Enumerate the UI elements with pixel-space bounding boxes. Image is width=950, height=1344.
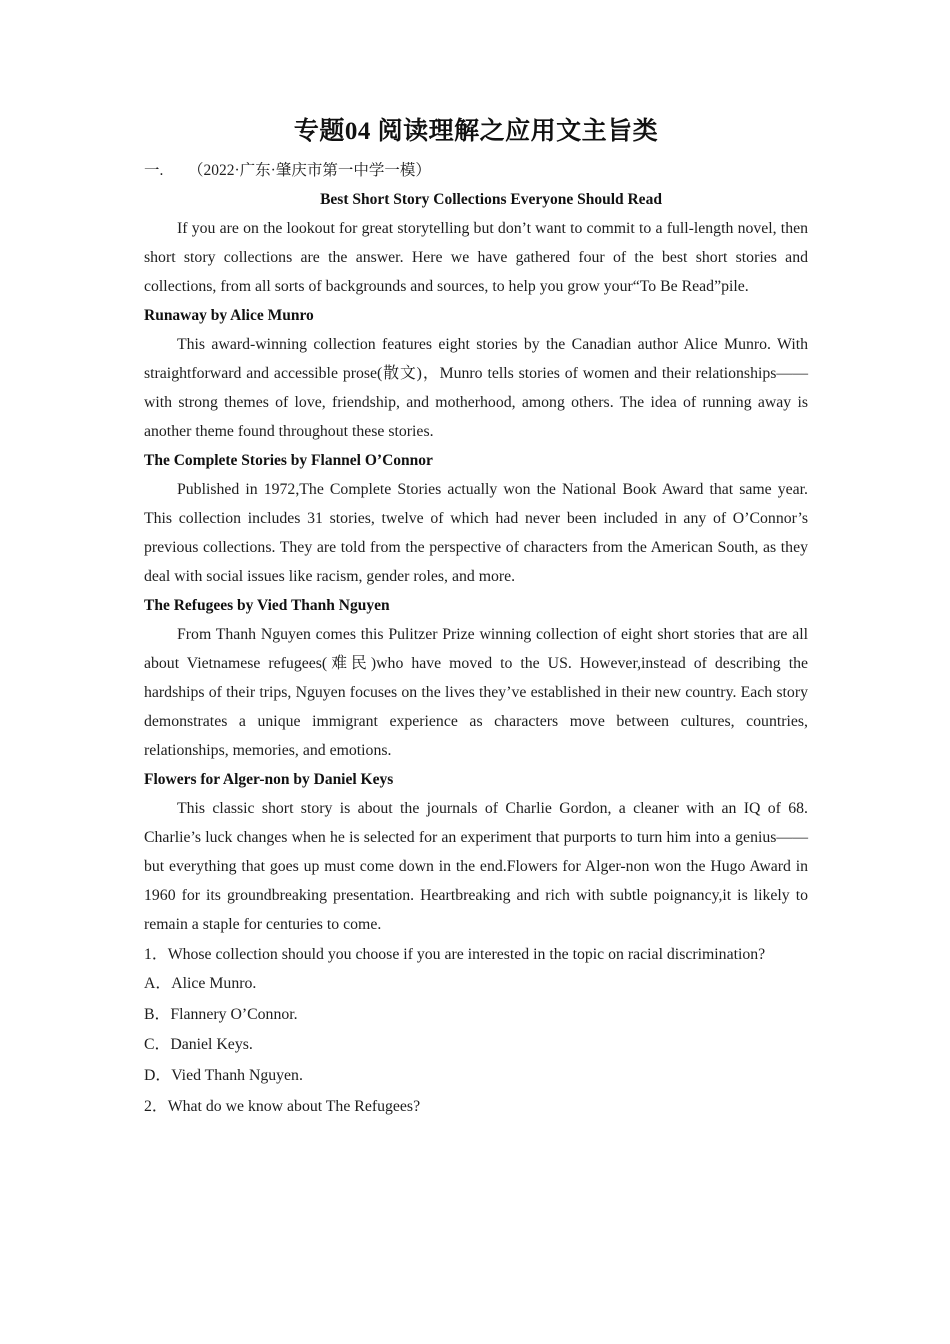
question-1 [144,940,808,969]
source-text: （2022·广东·肇庆市第一中学一模） [188,162,431,179]
section-body-flowers-for-algernon: This classic short story is about the journals of Charlie Gordon, a cleaner with an IQ of 68. Charlie’s luck changes when he is selected for an experiment that purports to turn him into a genius——but everything that goes up must come down in the end.Flowers for Alger-non won the Hugo Award in 1960 for its groundbreaking presentation. Heartbreaking and rich with subtle poignancy,it is likely to remain a staple for centuries to come. [144,800,808,933]
question-1-option-d [144,1061,808,1092]
question-1-option-a [144,969,808,1000]
question-1-option-c [144,1030,808,1061]
section-body-complete-stories: Published in 1972,The Complete Stories actually won the National Book Award that same year. This collection includes 31 stories, twelve of which had never been included in any of O’Connor’s previous collections. They are told from the perspective of characters from the American South, as they deal with social issues like racism, gender roles, and more. [144,481,808,585]
document-page [144,112,808,1123]
option-label: B． [144,1005,171,1023]
question-1-number: 1． [144,946,168,963]
question-2 [144,1092,808,1123]
section-body-refugees: From Thanh Nguyen comes this Pulitzer Prize winning collection of eight short stories that are all about Vietnamese refugees(难民)who have moved to the US. However,instead of describing the hardships of their trips, Nguyen focuses on the lives they’ve established in their new country. Each story demonstrates a unique immigrant experience as characters move between cultures, countries, relationships, memories, and emotions. [144,626,808,759]
article-title: Best Short Story Collections Everyone Should Read [320,191,662,208]
question-source [144,156,808,185]
option-label: A． [144,975,172,992]
intro-paragraph: If you are on the lookout for great storytelling but don’t want to commit to a full-length novel, then short story collections are the answer. Here we have gathered four of the best short stories and collections, from all sorts of backgrounds and sources, to help you grow your“To Be Read”pile. [144,220,808,295]
question-2-number: 2． [144,1098,168,1115]
section-heading-complete-stories: The Complete Stories by Flannel O’Connor [144,452,433,469]
question-2-text: What do we know about The Refugees? [167,1098,421,1115]
option-text: Vied Thanh Nguyen. [171,1066,303,1084]
question-1-option-b [144,1000,808,1031]
option-label: D． [144,1066,172,1084]
question-1-text: Whose collection should you choose if you are interested in the topic on racial discrimination? [167,946,766,963]
option-text: Flannery O’Connor. [170,1005,298,1023]
page-title: 专题04 阅读理解之应用文主旨类 [293,118,659,145]
option-label: C． [144,1036,171,1053]
section-heading-runaway: Runaway by Alice Munro [144,307,314,324]
section-body-runaway: This award-winning collection features eight stories by the Canadian author Alice Munro. With straightforward and accessible prose(散文)，Munro tells stories of women and their relationships——with strong themes of love, friendship, and motherhood, among others. The idea of running away is another theme found throughout these stories. [144,336,808,440]
option-text: Daniel Keys. [170,1036,253,1053]
section-heading-refugees: The Refugees by Vied Thanh Nguyen [144,597,390,614]
section-heading-flowers-for-algernon: Flowers for Alger-non by Daniel Keys [144,771,394,788]
section-number: 一. [144,162,164,179]
option-text: Alice Munro. [171,975,257,992]
